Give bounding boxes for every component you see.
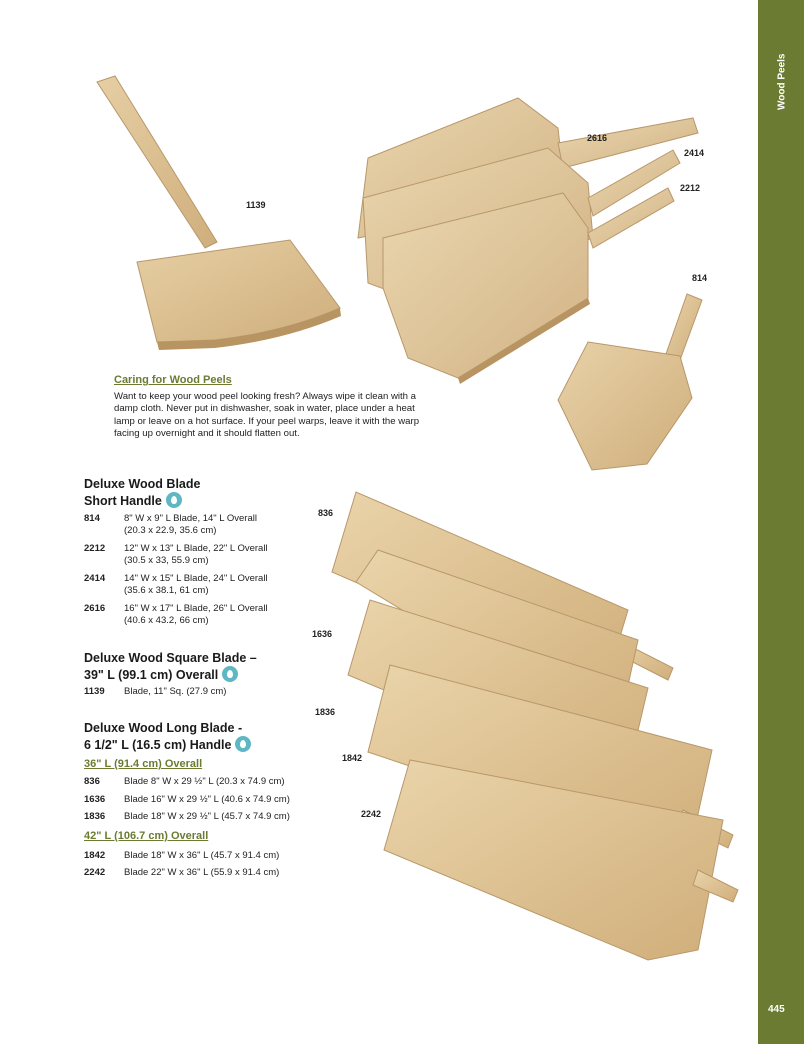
water-drop-icon	[166, 492, 182, 508]
long-blade-title-line1: Deluxe Wood Long Blade -	[84, 721, 243, 735]
item-code: 814	[84, 513, 100, 524]
item-desc: 14" W x 15" L Blade, 24" L Overall	[124, 573, 268, 584]
item-desc: Blade, 11" Sq. (27.9 cm)	[124, 686, 227, 697]
square-blade-title-line1: Deluxe Wood Square Blade –	[84, 651, 257, 665]
care-body: Want to keep your wood peel looking fresh? Always wipe it clean with a damp cloth. Never put in dishwasher, soak in water, place under a heat lamp or leave on a hot surface. If your peel warps, leave it with the warp facing up overnight and it should flatten out.	[114, 391, 420, 440]
callout-836: 836	[318, 508, 334, 518]
item-desc: Blade 18" W x 29 ½" L (45.7 x 74.9 cm)	[124, 811, 290, 822]
section-tab-title: Wood Peels	[776, 53, 788, 110]
square-blade-title	[84, 650, 257, 683]
item-desc: Blade 8" W x 29 ½" L (20.3 x 74.9 cm)	[124, 776, 285, 787]
callout-814: 814	[692, 273, 708, 283]
peels-long-blade-image	[328, 490, 740, 975]
callout-1139: 1139	[246, 200, 266, 210]
item-desc: Blade 16" W x 29 ½" L (40.6 x 74.9 cm)	[124, 794, 290, 805]
item-desc-metric: (20.3 x 22.9, 35.6 cm)	[124, 525, 217, 536]
short-handle-title	[84, 476, 200, 509]
square-blade-title-line2: 39" L (99.1 cm) Overall	[84, 668, 219, 682]
item-code: 836	[84, 776, 100, 787]
item-code: 1139	[84, 686, 105, 697]
water-drop-icon	[222, 666, 238, 682]
peel-1139-image	[95, 70, 345, 350]
callout-1842: 1842	[342, 753, 363, 763]
item-desc: 16" W x 17" L Blade, 26" L Overall	[124, 603, 268, 614]
peel-814-image	[552, 288, 722, 478]
callout-1636: 1636	[312, 629, 333, 639]
callout-2242: 2242	[361, 809, 382, 819]
callout-2616: 2616	[587, 133, 608, 143]
item-code: 1636	[84, 794, 106, 805]
short-handle-title-line2: Short Handle	[84, 494, 162, 508]
item-desc: 12" W x 13" L Blade, 22" L Overall	[124, 543, 268, 554]
care-title: Caring for Wood Peels	[114, 374, 232, 386]
item-desc: Blade 18" W x 36" L (45.7 x 91.4 cm)	[124, 850, 280, 861]
item-code: 2212	[84, 543, 106, 554]
side-tab	[758, 0, 804, 1044]
callout-1836: 1836	[315, 707, 336, 717]
item-desc-metric: (30.5 x 33, 55.9 cm)	[124, 555, 209, 566]
item-desc-metric: (40.6 x 43.2, 66 cm)	[124, 615, 209, 626]
long-blade-group1-title: 36" L (91.4 cm) Overall	[84, 758, 203, 770]
item-code: 1842	[84, 850, 106, 861]
long-blade-title-line2: 6 1/2" L (16.5 cm) Handle	[84, 738, 232, 752]
callout-2414: 2414	[684, 148, 705, 158]
item-desc: Blade 22" W x 36" L (55.9 x 91.4 cm)	[124, 867, 280, 878]
page-number: 445	[768, 1004, 785, 1015]
water-drop-icon	[235, 736, 251, 752]
callout-2212: 2212	[680, 183, 701, 193]
item-desc-metric: (35.6 x 38.1, 61 cm)	[124, 585, 209, 596]
item-code: 1836	[84, 811, 106, 822]
short-handle-title-line1: Deluxe Wood Blade	[84, 477, 201, 491]
long-blade-group2-title: 42" L (106.7 cm) Overall	[84, 830, 209, 842]
item-code: 2616	[84, 603, 106, 614]
item-desc: 8" W x 9" L Blade, 14" L Overall	[124, 513, 257, 524]
item-code: 2242	[84, 867, 106, 878]
item-code: 2414	[84, 573, 106, 584]
long-blade-title	[84, 720, 251, 753]
